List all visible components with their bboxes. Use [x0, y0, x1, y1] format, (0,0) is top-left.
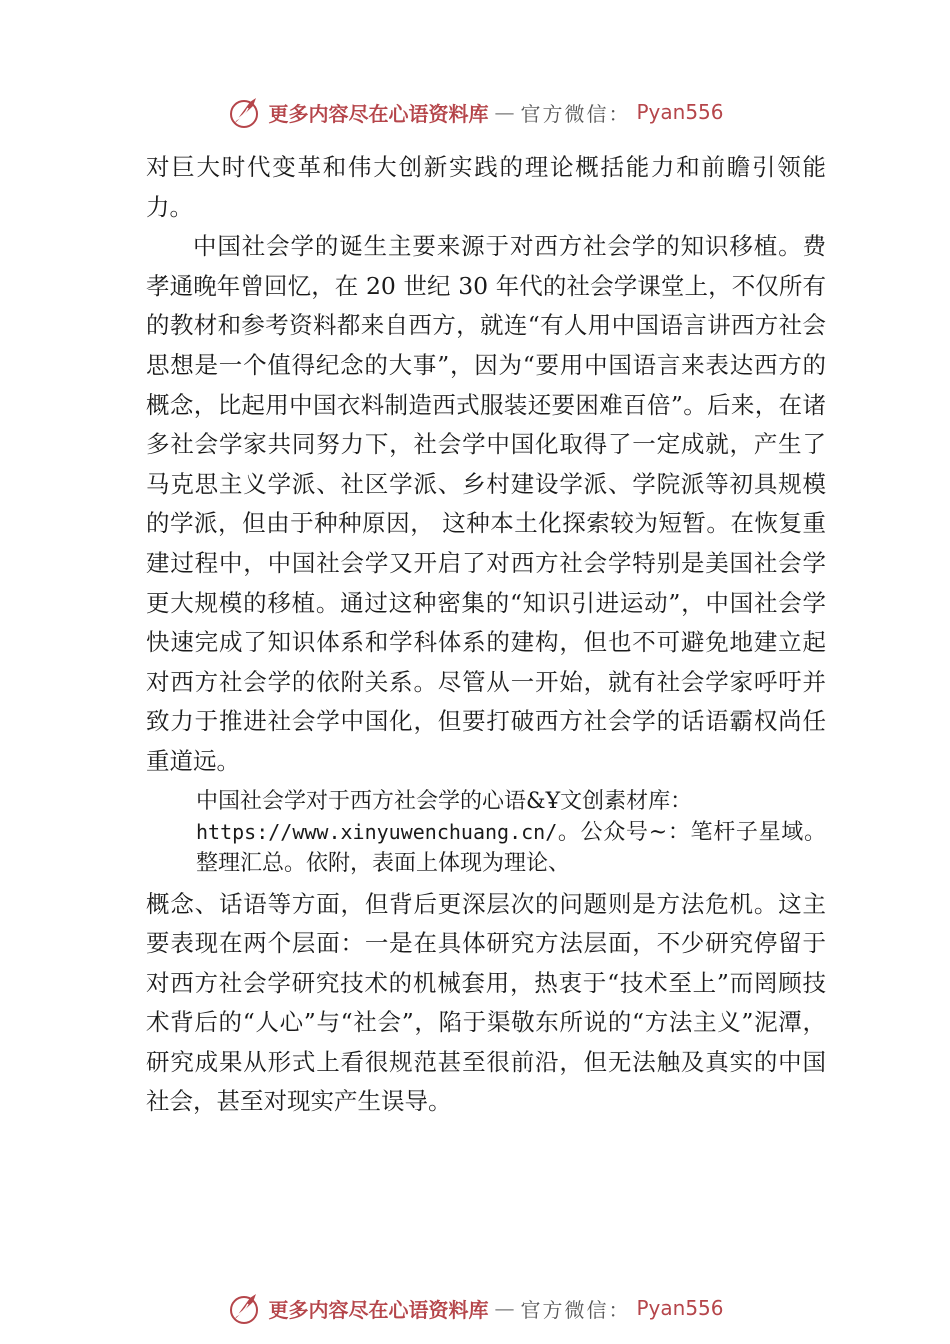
header-wechat-id: Pyan556	[636, 100, 724, 124]
quill-pen-logo-icon	[226, 1290, 262, 1326]
paragraph-2: 中国社会学的诞生主要来源于对西方社会学的知识移植。费孝通晚年曾回忆，在 20 世纪 30 年代的社会学课堂上，不仅所有的教材和参考资料都来自西方，就连“有人用中国语言讲西方社会思想是一个值得纪念的大事”，因为“要用中国语言来表达西方的概念，比起用中国衣料制造西式服装还要困难百倍”。后来，在诸多社会学家共同努力下，社会学中国化取得了一定成就，产生了马克思主义学派、社区学派、乡村建设学派、学院派等初具规模的学派，但由于种种原因， 这种本土化探索较为短暂。在恢复重建过程中，中国社会学又开启了对西方社会学特别是美国社会学更大规模的移植。通过这种密集的“知识引进运动”，中国社会学快速完成了知识体系和学科体系的建构，但也不可避免地建立起对西方社会学的依附关系。尽管从一开始，就有社会学家呼吁并致力于推进社会学中国化，但要打破西方社会学的话语霸权尚任重道远。	[146, 232, 826, 775]
footer-brand: 更多内容尽在心语资料库	[268, 1297, 489, 1322]
page-header	[0, 94, 950, 130]
header-brand: 更多内容尽在心语资料库	[268, 101, 489, 126]
page-footer	[0, 1290, 950, 1326]
footer-dash: —	[494, 1296, 515, 1320]
quill-pen-logo-icon	[226, 94, 262, 130]
inserted-watermark-text	[196, 782, 826, 885]
footer-wechat-label: 官方微信：	[520, 1297, 631, 1322]
header-dash: —	[494, 100, 515, 124]
document-body	[146, 148, 826, 1122]
paragraph-3: 概念、话语等方面，但背后更深层次的问题则是方法危机。这主要表现在两个层面：一是在具体研究方法层面，不少研究停留于对西方社会学研究技术的机械套用，热衷于“技术至上”而罔顾技术背后的“人心”与“社会”，陷于渠敬东所说的“方法主义”泥潭，研究成果从形式上看很规范甚至很前沿，但无法触及真实的中国社会，甚至对现实产生误导。	[146, 889, 826, 1116]
paragraph-1: 对巨大时代变革和伟大创新实践的理论概括能力和前瞻引领能力。	[146, 153, 826, 221]
insert-url: https://www.xinyuwenchuang.cn/	[196, 819, 558, 844]
insert-text-a: 中国社会学对于西方社会学的心语&Ұ文创素材库：	[196, 788, 693, 814]
footer-wechat-id: Pyan556	[636, 1296, 724, 1320]
insert-text-b: 。公众号~：笔杆子星域。整理汇总。依附，表面上体现为理论、	[196, 819, 826, 876]
header-wechat-label: 官方微信：	[520, 101, 631, 126]
